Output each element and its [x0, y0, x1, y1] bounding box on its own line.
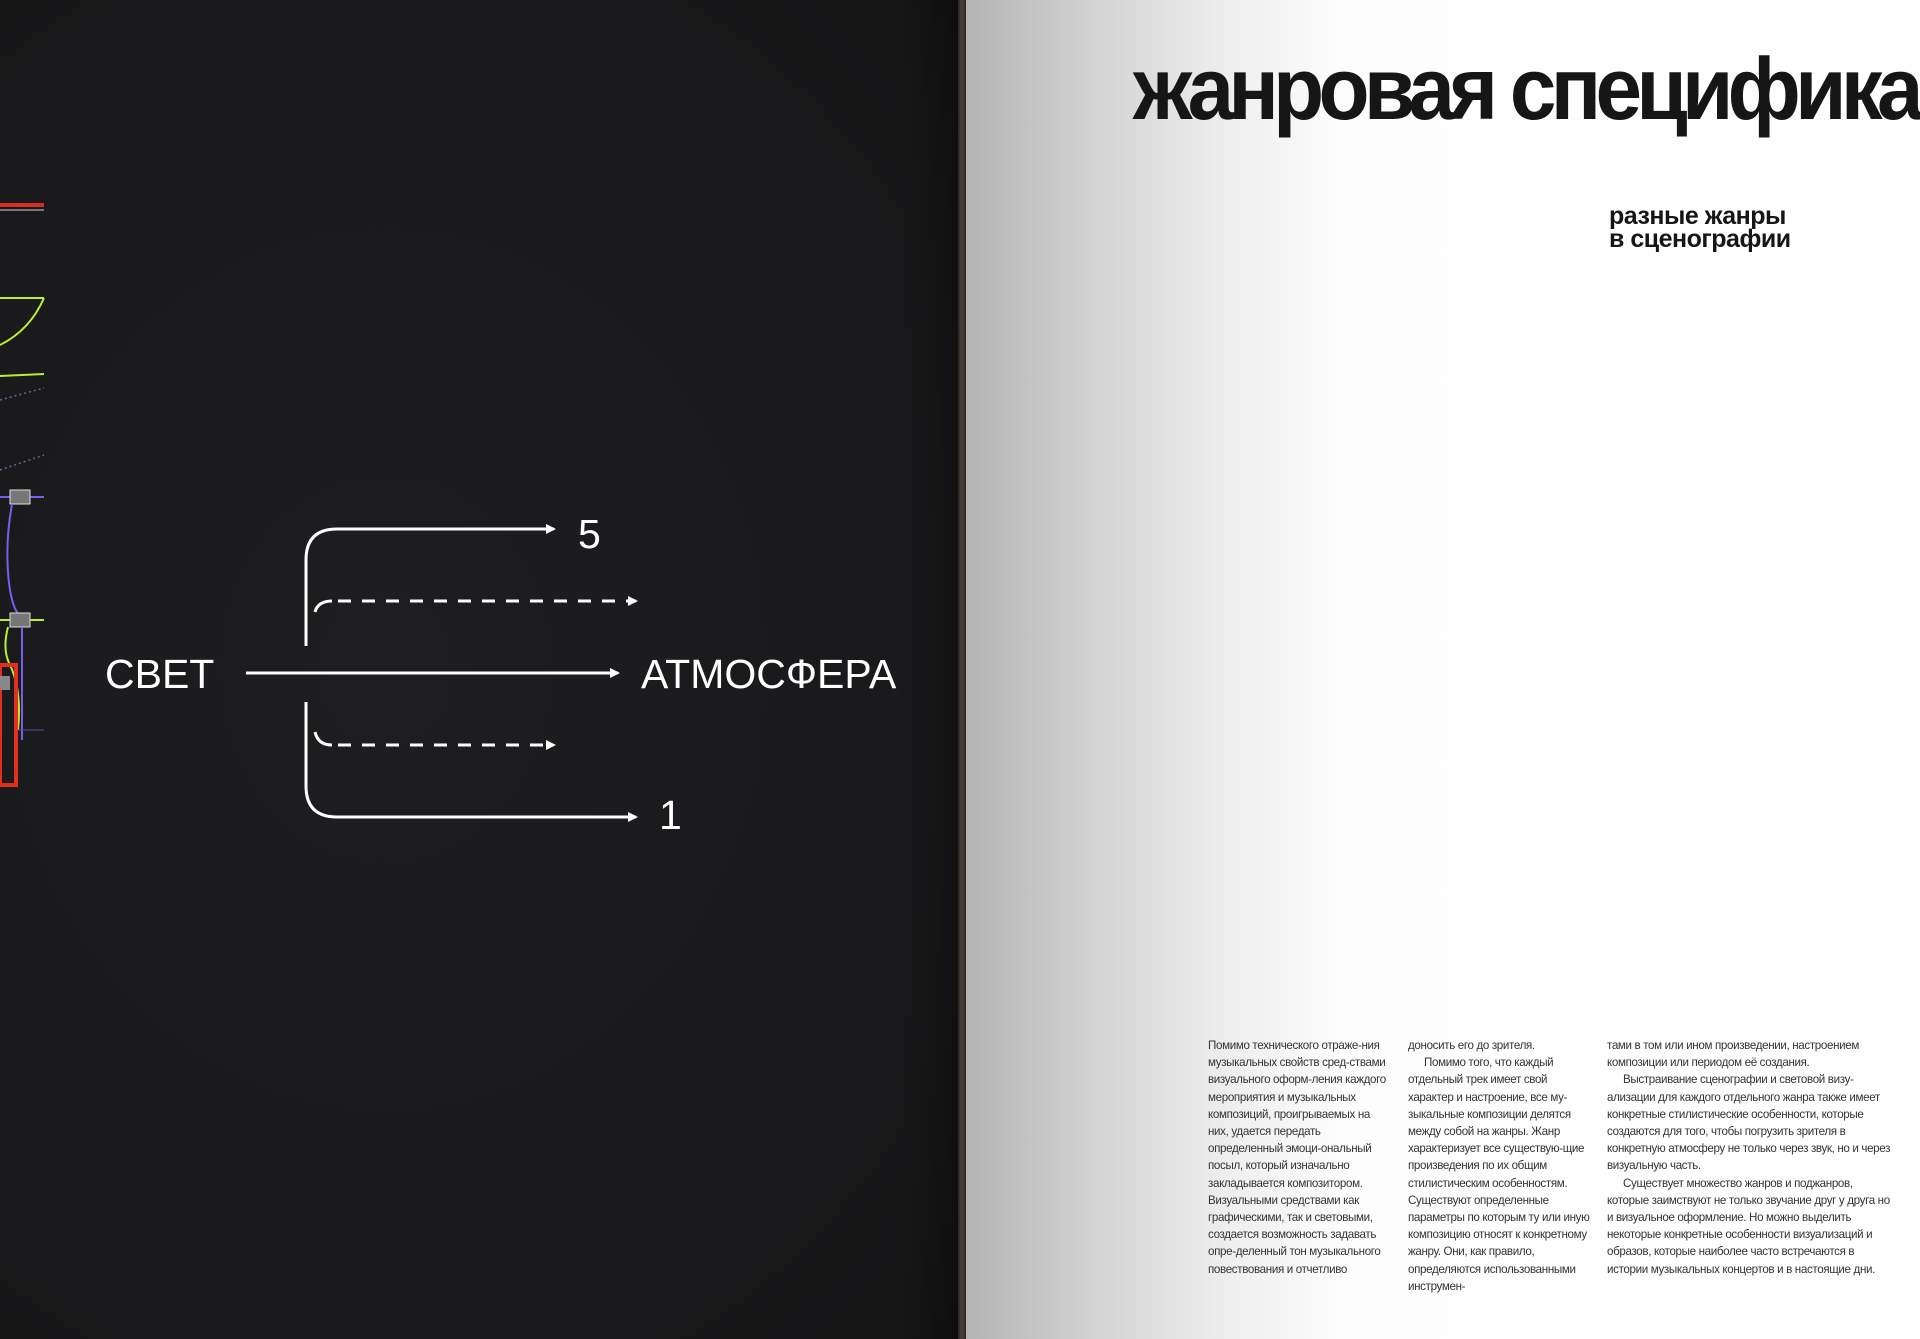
bottom-arrow	[306, 702, 636, 817]
paragraph: тами в том или ином произведении, настроением композиции или периодом её создания.	[1607, 1039, 1859, 1070]
body-column-1	[1208, 1037, 1388, 1278]
body-column-2	[1408, 1037, 1590, 1295]
diagram-top-label: 5	[578, 511, 601, 557]
page-subtitle	[1609, 202, 1791, 253]
page-title: жанровая специфика	[1133, 39, 1918, 138]
lower-dashed-arrow	[315, 732, 332, 745]
subtitle-line: в сценографии	[1609, 225, 1791, 253]
body-column-3	[1607, 1037, 1892, 1278]
paragraph: Помимо технического отраже-ния музыкальных свойств сред-ствами визуального оформ-ления каждого мероприятия и музыкальных композиций, проигрываемых на них, удается передать определенный эмоци-ональный посыл, который изначально закладывается композитором. Визуальными средствами как графическими, так и световыми, создается возможность задавать опре-деленный тон музыкального повествования и отчетливо	[1208, 1039, 1386, 1276]
upper-dashed-arrow	[315, 601, 332, 612]
diagram-source-label: СВЕТ	[105, 651, 215, 697]
diagram-bottom-label: 1	[659, 792, 682, 838]
diagram-target-label: АТМОСФЕРА	[641, 651, 897, 697]
paragraph: Помимо того, что каждый отдельный трек имеет свой характер и настроение, все му-зыкальные композиции делятся между собой на жанры. Жанр характеризует все существую-щие произведения по их общим стилистическим особенностям. Существуют определенные параметры по которым ту или иную композицию относят к конкретному жанру. Они, как правило, определяются использованными инструмен-	[1408, 1056, 1590, 1293]
top-arrow	[306, 529, 554, 646]
paragraph: доносить его до зрителя.	[1408, 1039, 1535, 1052]
subtitle-line: разные жанры	[1609, 202, 1786, 230]
paragraph: Выстраивание сценографии и световой визу-ализации для каждого отдельного жанра также имеет конкретные стилистические особенности, которые создаются для того, чтобы погрузить зрителя в конкретную атмосферу не только через звук, но и через визуальную часть.	[1607, 1073, 1891, 1173]
paragraph: Существует множество жанров и поджанров, которые заимствуют не только звучание друг у друга но и визуальное оформление. Но можно выделить некоторые конкретные особенности визуализаций и образов, которые наиболее часто встречаются в истории музыкальных концертов и в настоящие дни.	[1607, 1176, 1890, 1276]
